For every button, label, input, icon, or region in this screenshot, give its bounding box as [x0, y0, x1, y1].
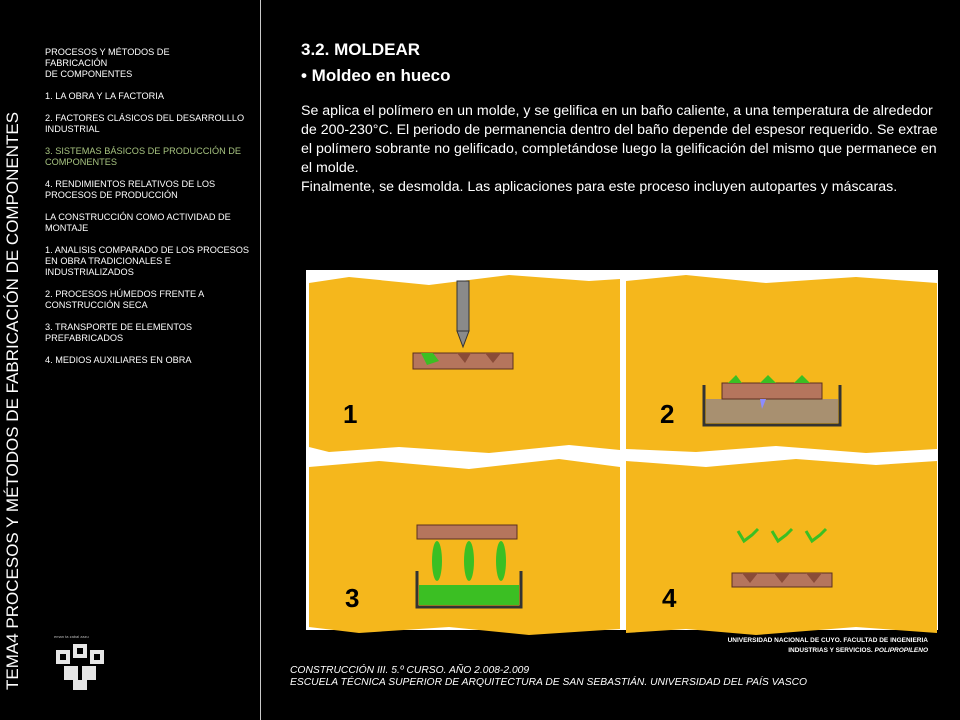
paragraph-process: Se aplica el polímero en un molde, y se gelifica en un baño caliente, a una temperatura de alrededor de 200-230°C. El periodo de permanencia dentro del baño depende del espesor requerido. Se extrae el polímero sobrante no gelificado, completándose luego la gelificación del mismo que permanece en el molde. — [301, 103, 938, 176]
mold-icon — [417, 525, 517, 539]
sidebar-item-construccion-montaje[interactable]: LA CONSTRUCCIÓN COMO ACTIVIDAD DE MONTAJE — [45, 212, 231, 233]
credit-line — [728, 646, 928, 656]
vertical-course-title: TEMA4 PROCESOS Y MÉTODOS DE FABRICACIÓN DE COMPONENTES — [3, 111, 22, 690]
section-title: 3.2. MOLDEAR — [301, 40, 421, 59]
sidebar-heading[interactable] — [45, 47, 255, 80]
step-label: 1 — [343, 399, 358, 429]
sidebar-item-procesos-humedos[interactable]: 2. PROCESOS HÚMEDOS FRENTE A CONSTRUCCIÓN SECA — [45, 289, 204, 310]
drip-icon — [496, 541, 506, 581]
sidebar-nav — [45, 47, 255, 377]
paragraph-finish: Finalmente, se desmolda. Las aplicaciones para este proceso incluyen autopartes y máscaras. — [301, 179, 898, 195]
sidebar-item-medios-auxiliares[interactable]: 4. MEDIOS AUXILIARES EN OBRA — [45, 355, 192, 365]
step-label: 3 — [345, 583, 360, 613]
body-text — [301, 102, 941, 197]
drip-icon — [432, 541, 442, 581]
page-footer — [290, 665, 807, 689]
sidebar-heading-line: DE COMPONENTES — [45, 69, 133, 79]
logo-caption: eman ta zabal zazu — [54, 634, 89, 639]
step-label: 4 — [662, 583, 677, 613]
nozzle-icon — [457, 281, 469, 331]
sidebar-item-rendimientos[interactable]: 4. RENDIMIENTOS RELATIVOS DE LOS PROCESOS DE PRODUCCIÓN — [45, 179, 216, 200]
hot-bath-icon — [706, 399, 838, 423]
sidebar-item-factores-clasicos[interactable]: 2. FACTORES CLÁSICOS DEL DESARROLLLO INDUSTRIAL — [45, 113, 245, 134]
sidebar-heading-line: FABRICACIÓN — [45, 58, 108, 68]
footer-course: CONSTRUCCIÓN III. 5.º CURSO. AÑO 2.008-2.009 — [290, 665, 530, 676]
university-logo-icon — [52, 636, 108, 692]
image-credit — [728, 636, 928, 656]
sidebar-item-sistemas-basicos[interactable]: 3. SISTEMAS BÁSICOS DE PRODUCCIÓN DE COMPONENTES — [45, 146, 242, 167]
credit-line: UNIVERSIDAD NACIONAL DE CUYO. FACULTAD DE INGENIERIA — [727, 637, 928, 644]
step-1-panel — [309, 275, 620, 454]
sidebar-heading-line: PROCESOS Y MÉTODOS DE — [45, 47, 170, 57]
subsection-title: • Moldeo en hueco — [301, 66, 451, 85]
footer-school: ESCUELA TÉCNICA SUPERIOR DE ARQUITECTURA DE SAN SEBASTIÁN. UNIVERSIDAD DEL PAÍS VASCO — [290, 677, 808, 688]
excess-polymer-icon — [419, 585, 519, 605]
step-2-panel — [626, 275, 937, 454]
sidebar-item-transporte[interactable]: 3. TRANSPORTE DE ELEMENTOS PREFABRICADOS — [45, 322, 193, 343]
step-4-panel — [626, 457, 937, 636]
mold-icon — [722, 383, 822, 399]
vertical-divider — [260, 0, 261, 720]
drip-icon — [464, 541, 474, 581]
sidebar-item-analisis-comparado[interactable]: 1. ANALISIS COMPARADO DE LOS PROCESOS EN OBRA TRADICIONALES E INDUSTRIALIZADOS — [45, 245, 250, 277]
step-3-panel — [309, 457, 620, 636]
step-label: 2 — [660, 399, 675, 429]
sidebar-item-obra-factoria[interactable]: 1. LA OBRA Y LA FACTORIA — [45, 91, 164, 101]
process-illustration — [306, 270, 938, 630]
credit-source: INDUSTRIAS Y SERVICIOS. — [788, 647, 873, 654]
credit-topic: POLIPROPILENO — [874, 647, 928, 654]
